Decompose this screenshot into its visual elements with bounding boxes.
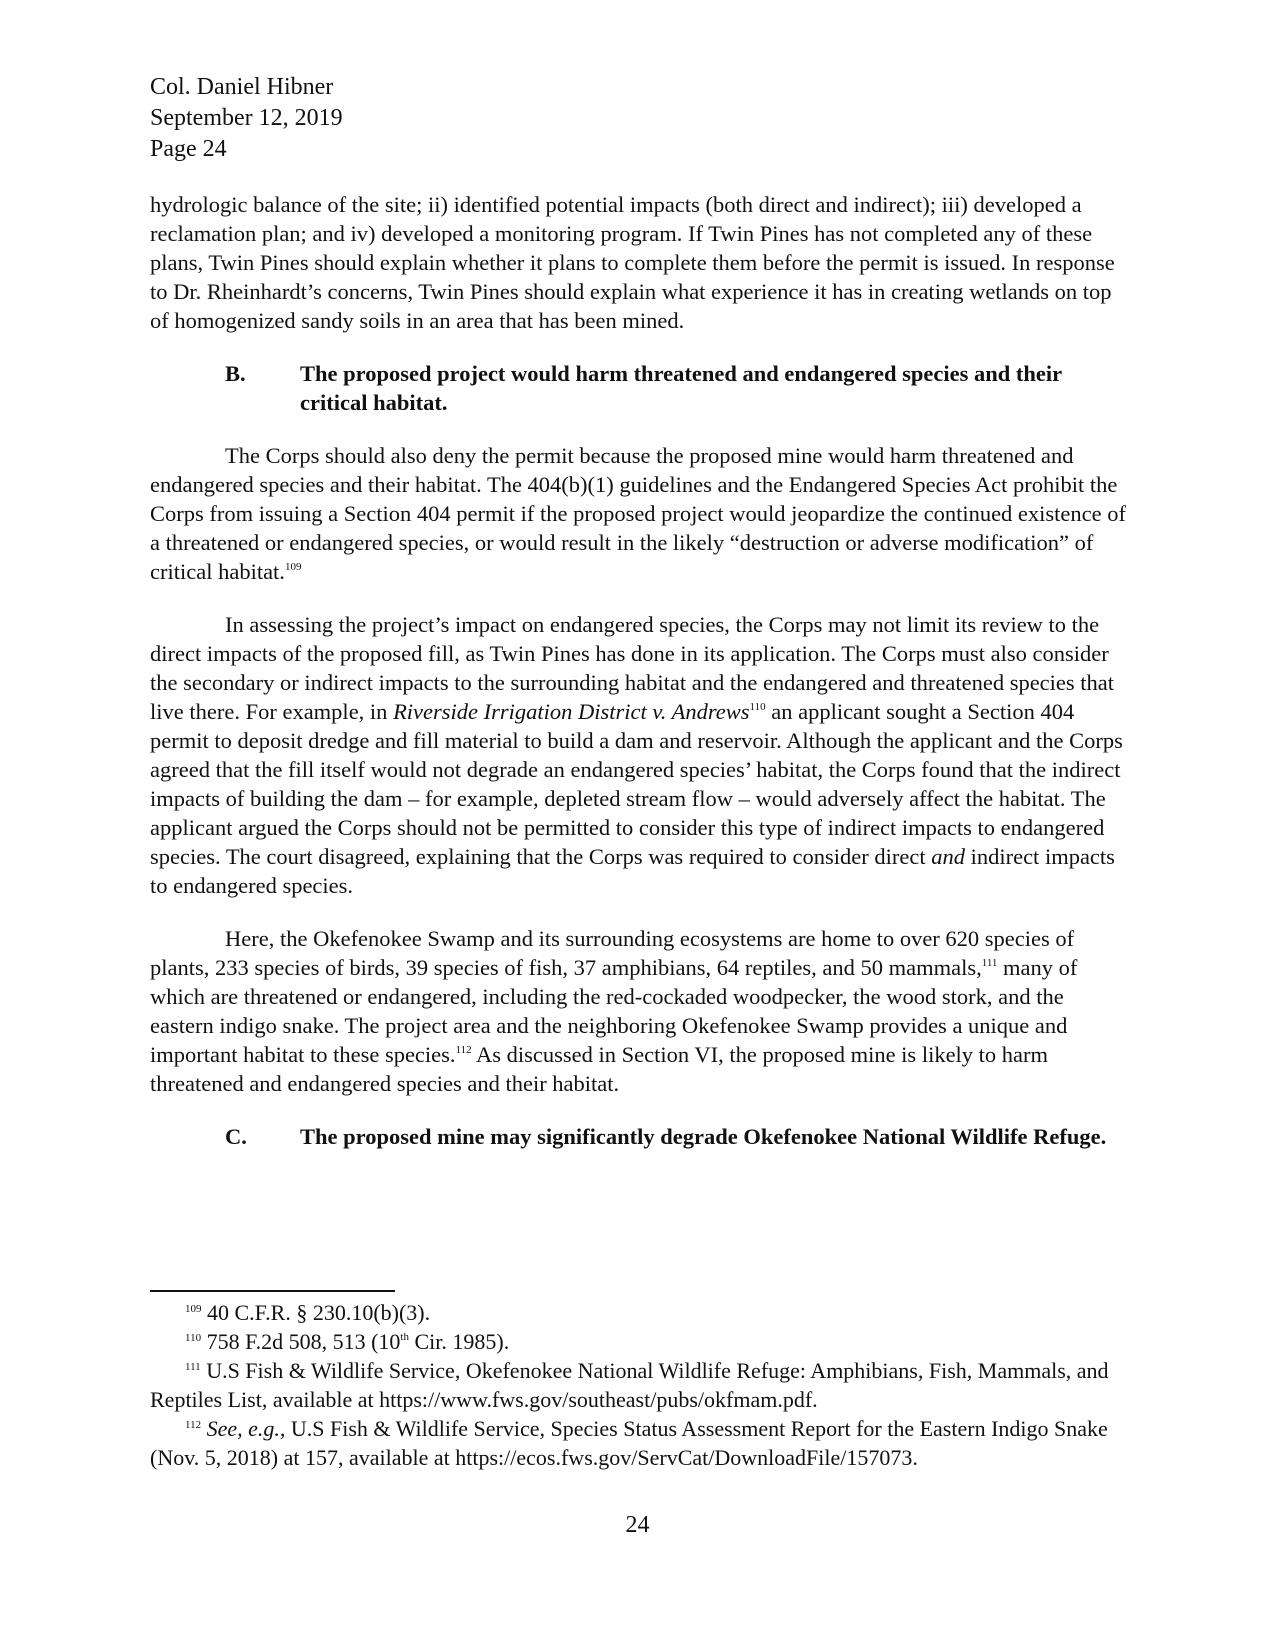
footnote-111: $^{111}$ U.S Fish & Wildlife Service, Okefenokee National Wildlife Refuge: Amphibians, Fish, Mammals, and Reptiles List, available at https://www.fws.gov/southeast/pubs/okfmam.pdf.: [150, 1358, 1109, 1412]
footnote-ref[interactable]: 110: [749, 701, 766, 713]
page-label: Page 24: [150, 136, 227, 162]
footnote-number: 109: [185, 1303, 202, 1315]
paragraph: The Corps should also deny the permit because the proposed mine would harm threatened and endangered species and their habitat. The 404(b)(1) guidelines and the Endangered Species Act prohibit the Corps from issuing a Section 404 permit if the proposed project would jeopardize the continued existence of a threatened or endangered species, or would result in the likely “destruction or adverse modification” of critical habitat.$^{109}$: [150, 443, 1127, 584]
continued-paragraph: hydrologic balance of the site; ii) identified potential impacts (both direct and indirect); iii) developed a reclamation plan; and iv) developed a monitoring program. If Twin Pines has not completed any of these plans, Twin Pines should explain whether it plans to complete them before the permit is issued. In response to Dr. Rheinhardt’s concerns, Twin Pines should explain what experience it has in creating wetlands on top of homogenized sandy soils in an area that has been mined.: [150, 192, 1115, 333]
paragraph: In assessing the project’s impact on endangered species, the Corps may not limit its review to the direct impacts of the proposed fill, as Twin Pines has done in its application. The Corps must also consider the secondary or indirect impacts to the surrounding habitat and the endangered and threatened species that live there. For example, in Riverside Irrigation District v. Andrews$^{110}$ an applicant sought a Section 404 permit to deposit dredge and fill material to build a dam and reservoir. Although the applicant and the Corps agreed that the fill itself would not degrade an endangered species’ habitat, the Corps found that the indirect impacts of building the dam – for example, depleted stream flow – would adversely affect the habitat. The applicant argued the Corps should not be permitted to consider this type of indirect impacts to endangered species. The court disagreed, explaining that the Corps was required to consider direct and indirect impacts to endangered species.: [150, 612, 1123, 898]
section-title: The proposed mine may significantly degrade Okefenokee National Wildlife Refuge.: [300, 1124, 1107, 1149]
footnote-number: 112: [185, 1419, 202, 1431]
section-heading-b: [225, 359, 1130, 417]
footnote-number: 111: [185, 1361, 201, 1373]
section-heading-c: [225, 1122, 1130, 1151]
footnote-110: $^{110}$ 758 F.2d 508, 513 (10th Cir. 1985).: [185, 1329, 510, 1354]
footnote-divider: [150, 1290, 395, 1292]
footnote-109: $^{109}$ 40 C.F.R. § 230.10(b)(3).: [185, 1300, 431, 1325]
section-letter: B.: [225, 361, 246, 386]
letter-header: [150, 72, 343, 165]
section-title: The proposed project would harm threatened and endangered species and their critical habitat.: [300, 361, 1062, 415]
footnote-ref[interactable]: 112: [455, 1044, 472, 1056]
letter-date: September 12, 2019: [150, 105, 343, 131]
footnote-ref[interactable]: 111: [981, 957, 998, 969]
footnote-ref[interactable]: 109: [284, 561, 302, 573]
page-number: 24: [625, 1512, 650, 1538]
section-letter: C.: [225, 1124, 247, 1149]
paragraph: Here, the Okefenokee Swamp and its surrounding ecosystems are home to over 620 species of plants, 233 species of birds, 39 species of fish, 37 amphibians, 64 reptiles, and 50 mammals,$^{111}$ many of which are threatened or endangered, including the red-cockaded woodpecker, the wood stork, and the eastern indigo snake. The project area and the neighboring Okefenokee Swamp provides a unique and important habitat to these species.$^{112}$ As discussed in Section VI, the proposed mine is likely to harm threatened and endangered species and their habitat.: [150, 926, 1078, 1096]
recipient-name: Col. Daniel Hibner: [150, 74, 334, 100]
footnote-number: 110: [185, 1332, 202, 1344]
case-citation: Riverside Irrigation District v. Andrews: [393, 699, 750, 724]
footnote-112: $^{112}$ See, e.g., U.S Fish & Wildlife Service, Species Status Assessment Report for the Eastern Indigo Snake (Nov. 5, 2018) at 157, available at https://ecos.fws.gov/ServCat/DownloadFile/157073.: [150, 1416, 1108, 1470]
document-body: [150, 190, 1130, 1175]
footnotes: [150, 1298, 1130, 1472]
emphasis: and: [931, 844, 965, 869]
